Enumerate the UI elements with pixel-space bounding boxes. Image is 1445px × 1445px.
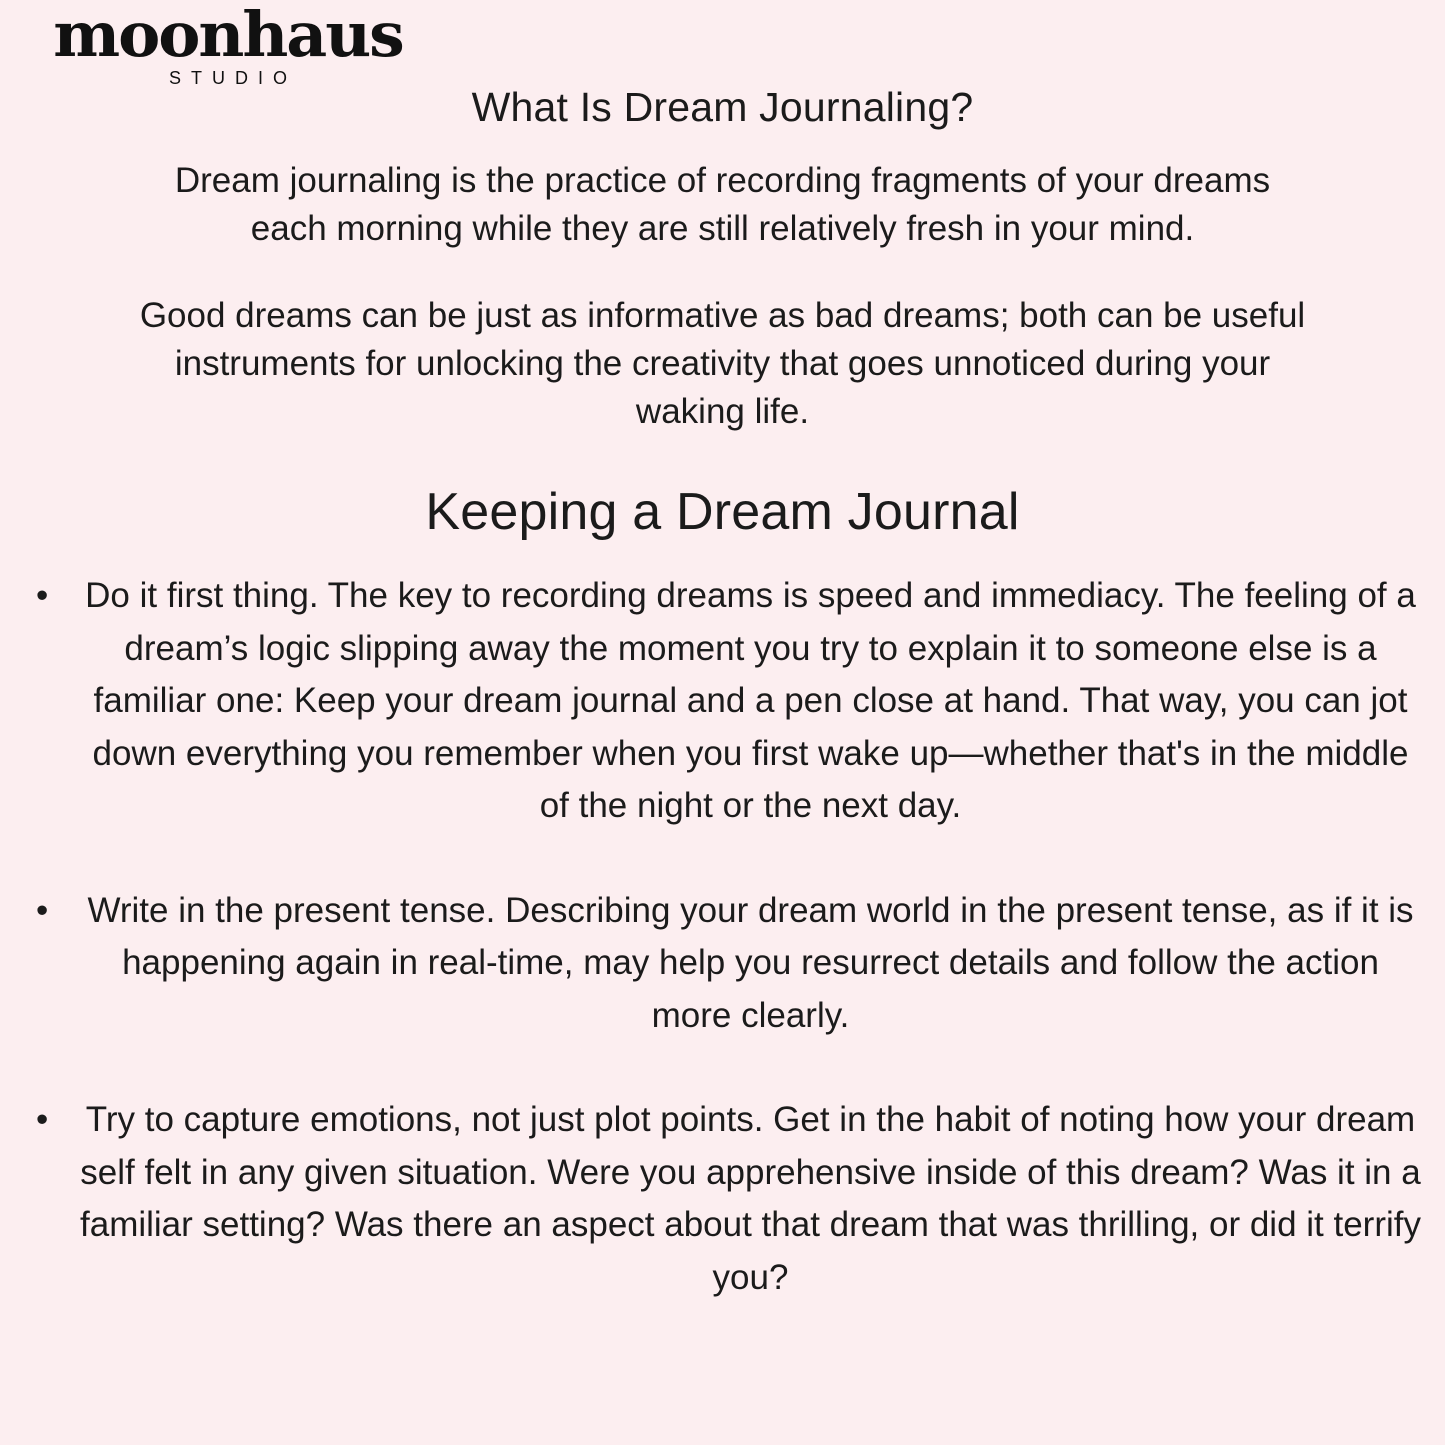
bullet-marker: • [36, 1100, 49, 1140]
list-item-text: Try to capture emotions, not just plot points. Get in the habit of noting how your dream self felt in any given situation. Were you apprehensive inside of this dream? Was it in a familiar setting? Was there an aspect about that dream that was thrilling, or did it terrify you? [80, 1100, 1421, 1297]
bullet-marker: • [36, 890, 49, 930]
list-item-text: Do it first thing. The key to recording dreams is speed and immediacy. The feeling of a dream’s logic slipping away the moment you try to explain it to someone else is a familiar one: Keep your dream journal and a pen close at hand. That way, you can jot down everything you remember when you first wake up—whether that's in the middle of the night or the next day. [85, 576, 1416, 826]
list-item [14, 1094, 1431, 1304]
bullet-marker: • [36, 576, 49, 616]
intro-title: What Is Dream Journaling? [471, 84, 974, 130]
brand-logo [28, 0, 428, 88]
list-item [14, 885, 1431, 1043]
list-item-text: Write in the present tense. Describing your dream world in the present tense, as if it is happening again in real-time, may help you resurrect details and follow the action more clearly. [87, 890, 1414, 1035]
intro-paragraph-1: Dream journaling is the practice of recording fragments of your dreams each morning while they are still relatively fresh in your mind. [174, 161, 1271, 249]
intro-paragraph-2: Good dreams can be just as informative as bad dreams; both can be useful instruments for unlocking the creativity that goes unnoticed during your waking life. [139, 295, 1306, 432]
keeping-title: Keeping a Dream Journal [425, 483, 1020, 542]
tips-list [14, 570, 1431, 1304]
brand-name: moonhaus [53, 0, 403, 71]
list-item [14, 570, 1431, 833]
brand-tagline: STUDIO [168, 67, 297, 88]
